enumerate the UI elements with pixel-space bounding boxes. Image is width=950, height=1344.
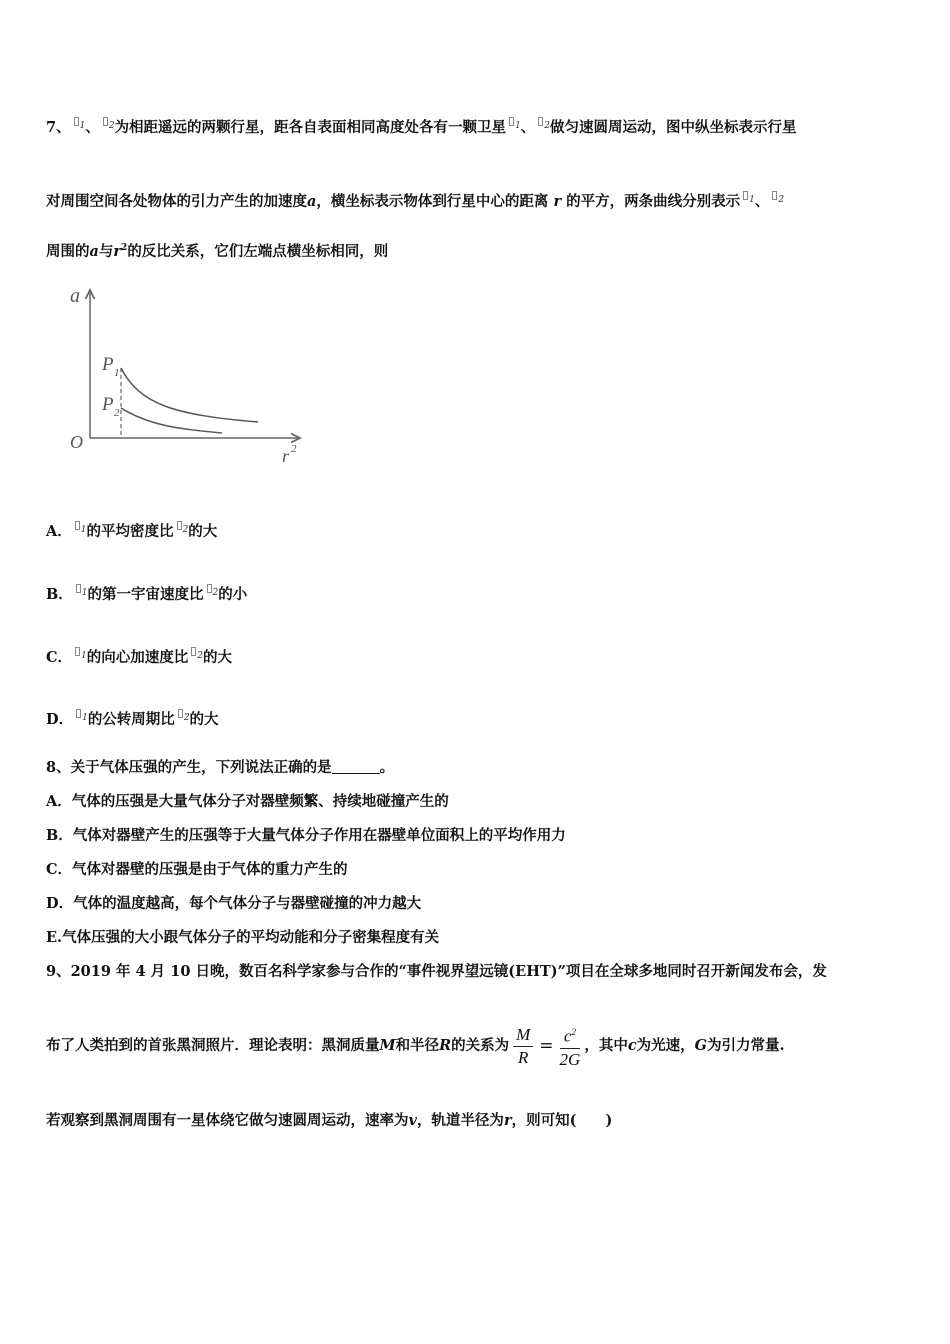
q7-line-1: 7、 $^1$、 $^2$为相距遥远的两颗行星，距各自表面相同高度处各有一颗卫星 $^1$、 $^2$做匀速圆周运动，图中纵坐标表示行星 — [46, 119, 797, 136]
planet-symbol-icon — [207, 584, 212, 593]
x-axis-sup: 2 — [291, 443, 297, 455]
q9-line-2: 布了人类拍到的首张黑洞照片．理论表明：黑洞质量M和半径R的关系为 $\frac{M}{R}$ = $\frac{c^2}{2G}$ ，其中c为光速，G为引力常量. — [46, 1022, 785, 1070]
satellite-symbol-icon — [509, 117, 514, 126]
q8-option-a[interactable]: A．气体的压强是大量气体分子对器壁频繁、持续地碰撞产生的 — [46, 793, 449, 810]
planet-symbol-icon — [74, 117, 79, 126]
planet-symbol-icon — [75, 521, 80, 530]
q8-stem: 8、关于气体压强的产生，下列说法正确的是 。 — [46, 759, 395, 776]
q7-line-2: 对周围空间各处物体的引力产生的加速度a，横坐标表示物体到行星中心的距离 r 的平方，两条曲线分别表示 $^1$、 $^2$ — [46, 193, 785, 210]
q7-option-a[interactable]: A． $^1$的平均密度比 $^2$的大 — [46, 523, 218, 540]
planet-symbol-icon — [177, 521, 182, 530]
satellite-symbol-icon — [76, 709, 81, 718]
p1-sub: 1 — [114, 367, 120, 379]
q9-line-3: 若观察到黑洞周围有一星体绕它做匀速圆周运动，速率为v，轨道半径为r，则可知( ) — [46, 1112, 613, 1129]
satellite-symbol-icon — [538, 117, 543, 126]
satellite-symbol-icon — [75, 647, 80, 656]
q8-option-b[interactable]: B．气体对器壁产生的压强等于大量气体分子作用在器壁单位面积上的平均作用力 — [46, 827, 566, 844]
planet-symbol-icon — [772, 191, 777, 200]
planet-symbol-icon — [76, 584, 81, 593]
satellite-symbol-icon — [191, 647, 196, 656]
planet-symbol-icon — [743, 191, 748, 200]
q8-option-d[interactable]: D．气体的温度越高，每个气体分子与器壁碰撞的冲力越大 — [46, 895, 422, 912]
x-axis-label: r — [282, 446, 290, 466]
q8-option-c[interactable]: C．气体对器壁的压强是由于气体的重力产生的 — [46, 861, 348, 878]
fraction-m-over-r: $\frac{M}{R}$ — [513, 1025, 533, 1068]
answer-blank[interactable] — [332, 759, 380, 774]
acceleration-graph — [60, 280, 320, 470]
q7-line-3: 周围的a与$r^2$的反比关系，它们左端点横坐标相同，则 — [46, 242, 389, 260]
question-number: 7、 — [46, 119, 71, 136]
q8-option-e[interactable]: E.气体压强的大小跟气体分子的平均动能和分子密集程度有关 — [46, 929, 440, 946]
satellite-symbol-icon — [178, 709, 183, 718]
planet-symbol-icon — [103, 117, 108, 126]
q7-option-b[interactable]: B． $^1$的第一宇宙速度比 $^2$的小 — [46, 586, 248, 603]
p2-label: P — [102, 394, 114, 415]
q9-line-1: 9、2019 年 4 月 10 日晚，数百名科学家参与合作的“事件视界望远镜(EHT)”项目在全球多地同时召开新闻发布会，发 — [46, 963, 827, 980]
origin-label: O — [70, 432, 83, 452]
q7-option-d[interactable]: D． $^1$的公转周期比 $^2$的大 — [46, 711, 219, 728]
fraction-c2-over-2g: $\frac{c^2}{2G}$ — [560, 1022, 581, 1070]
q7-option-c[interactable]: C． $^1$的向心加速度比 $^2$的大 — [46, 649, 233, 666]
curve-p1 — [121, 368, 258, 422]
p2-sub: 2 — [114, 407, 120, 419]
p1-label: P — [102, 354, 114, 375]
curve-p2 — [121, 408, 222, 433]
y-axis-label: a — [70, 285, 80, 307]
